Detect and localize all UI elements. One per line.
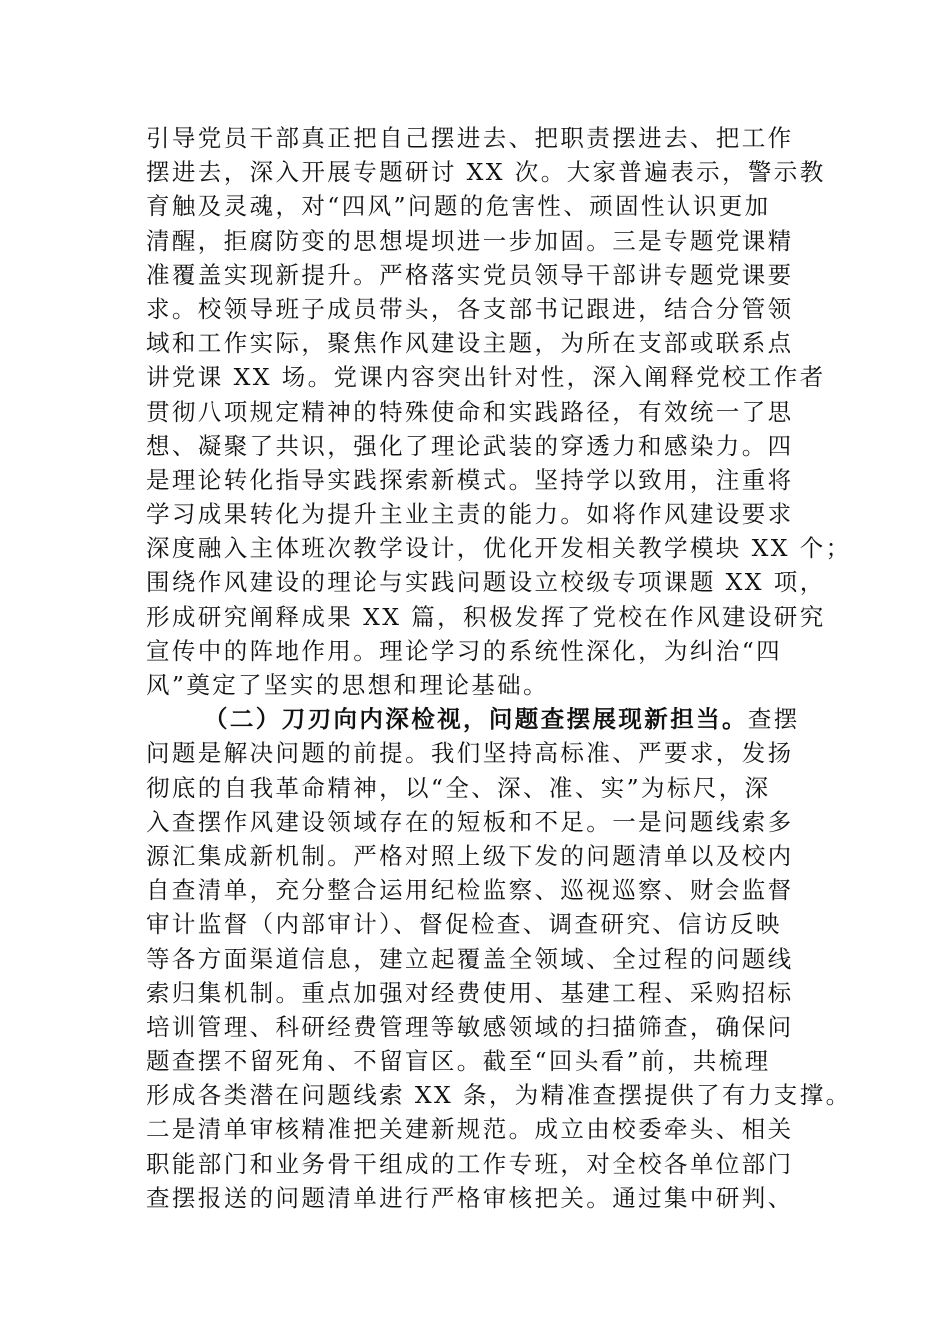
- text-line: 审计监督（内部审计）、督促检查、调查研究、信访反映: [146, 910, 782, 939]
- text-line: 等各方面渠道信息，建立起覆盖全领域、全过程的问题线: [146, 944, 794, 973]
- text-line: 讲党课 XX 场。党课内容突出针对性，深入阐释党校工作者: [146, 363, 826, 392]
- text-line: 索归集机制。重点加强对经费使用、基建工程、采购招标: [146, 978, 794, 1007]
- text-line: 形成各类潜在问题线索 XX 条，为精准查摆提供了有力支撑。: [146, 1081, 852, 1110]
- text-line: 准覆盖实现新提升。严格落实党员领导干部讲专题党课要: [146, 260, 794, 289]
- body-text: [146, 121, 852, 1215]
- text-line: 是理论转化指导实践探索新模式。坚持学以致用，注重将: [146, 465, 794, 494]
- text-line: 风”奠定了坚实的思想和理论基础。: [146, 671, 549, 699]
- text-line: 职能部门和业务骨干组成的工作专班，对全校各单位部门: [146, 1149, 794, 1178]
- text-line: 题查摆不留死角、不留盲区。截至“回头看”前，共梳理: [146, 1047, 771, 1076]
- text-line: 问题是解决问题的前提。我们坚持高标准、严要求，发扬: [146, 739, 794, 768]
- text-line: 入查摆作风建设领域存在的短板和不足。一是问题线索多: [146, 807, 794, 836]
- text-line: 学习成果转化为提升主业主责的能力。如将作风建设要求: [146, 500, 794, 529]
- text-line: 域和工作实际，聚焦作风建设主题，为所在支部或联系点: [146, 329, 794, 358]
- text-line: 宣传中的阵地作用。理论学习的系统性深化，为纠治“四: [146, 636, 783, 665]
- text-line: 二是清单审核精准把关建新规范。成立由校委牵头、相关: [146, 1115, 794, 1144]
- text-line: 查摆报送的问题清单进行严格审核把关。通过集中研判、: [146, 1183, 794, 1212]
- text-line: 求。校领导班子成员带头，各支部书记跟进，结合分管领: [146, 294, 794, 323]
- section-heading-line: [146, 702, 846, 736]
- section-heading: （二）刀刃向内深检视，问题查摆展现新担当。: [204, 705, 748, 734]
- text-line: 贯彻八项规定精神的特殊使命和实践路径，有效统一了思: [146, 397, 794, 426]
- text-line: 形成研究阐释成果 XX 篇，积极发挥了党校在作风建设研究: [146, 602, 826, 631]
- text-line: 想、凝聚了共识，强化了理论武装的穿透力和感染力。四: [146, 431, 794, 460]
- text-line: 培训管理、科研经费管理等敏感领域的扫描筛查，确保问: [146, 1012, 794, 1041]
- text-line: 引导党员干部真正把自己摆进去、把职责摆进去、把工作: [146, 124, 794, 152]
- text-line: 源汇集成新机制。严格对照上级下发的问题清单以及校内: [146, 841, 794, 870]
- text-line: 彻底的自我革命精神，以“全、深、准、实”为标尺，深: [146, 773, 771, 802]
- text-line: 摆进去，深入开展专题研讨 XX 次。大家普遍表示，警示教: [146, 158, 826, 187]
- section-heading-tail: 查摆: [747, 705, 800, 734]
- text-line: 深度融入主体班次教学设计，优化开发相关教学模块 XX 个；: [146, 534, 852, 563]
- text-line: 清醒，拒腐防变的思想堤坝进一步加固。三是专题党课精: [146, 226, 794, 255]
- text-line: 育触及灵魂，对“四风”问题的危害性、顽固性认识更加: [146, 192, 771, 221]
- text-line: 围绕作风建设的理论与实践问题设立校级专项课题 XX 项，: [146, 568, 826, 597]
- text-line: 自查清单，充分整合运用纪检监察、巡视巡察、财会监督: [146, 876, 794, 905]
